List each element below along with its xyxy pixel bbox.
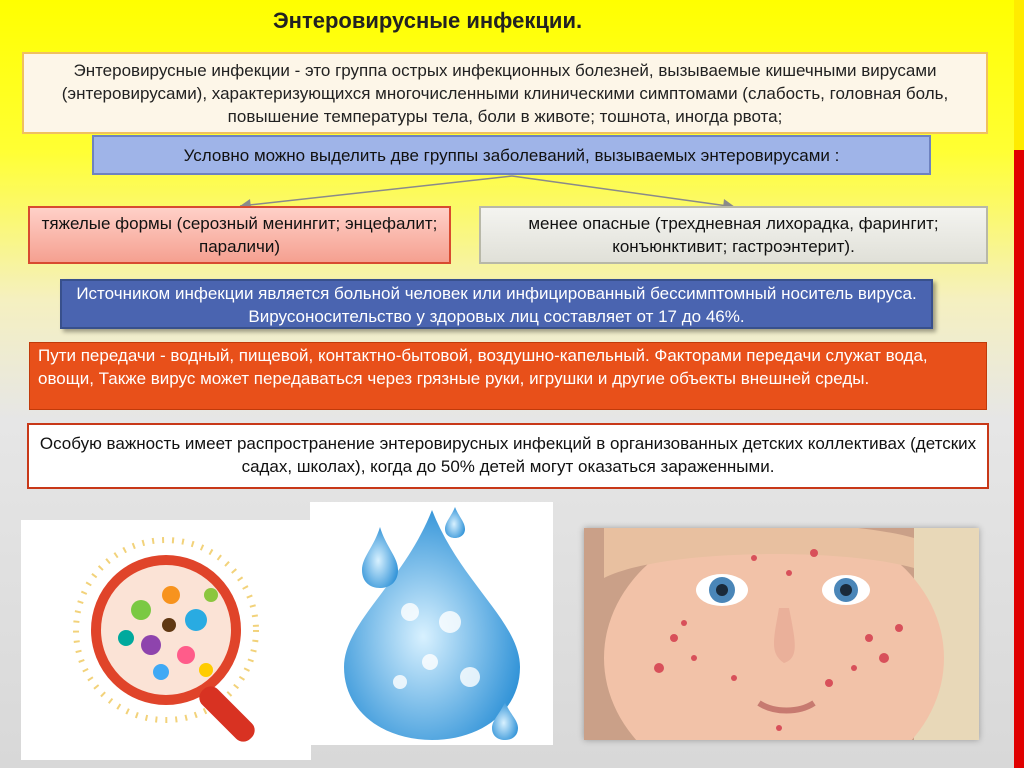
transmission-box: Пути передачи - водный, пищевой, контактно-бытовой, воздушно-капельный. Факторами передачи служат вода, овощи, Также вирус может передаваться через грязные руки, игрушки и другие объекты внешней среды. xyxy=(29,342,987,410)
side-accent-yellow xyxy=(1014,0,1024,150)
groups-intro-box: Условно можно выделить две группы заболеваний, вызываемых энтеровирусами : xyxy=(92,135,931,175)
definition-box: Энтеровирусные инфекции - это группа острых инфекционных болезней, вызываемые кишечными вирусами (энтеровирусами), характеризующихся многочисленными клиническими симптомами (слабость, головная боль, повышение температуры тела, боли в животе; тошнота, иногда рвота; xyxy=(22,52,988,134)
importance-box: Особую важность имеет распространение энтеровирусных инфекций в организованных детских коллективах (детских садах, школах), когда до 50% детей могут оказаться зараженными. xyxy=(27,423,989,489)
side-accent-bar xyxy=(1014,0,1024,768)
child-with-rash-photo xyxy=(584,528,979,740)
arrow-to-mild xyxy=(512,176,735,207)
arrow-to-severe xyxy=(240,176,512,206)
magnifier-microbes-icon xyxy=(21,520,311,760)
side-accent-red xyxy=(1014,150,1024,768)
infection-source-box: Источником инфекции является больной человек или инфицированный бессимптомный носитель вируса. Вирусоносительство у здоровых лиц составляет от 17 до 46%. xyxy=(60,279,933,329)
water-drop-with-microbes-icon xyxy=(310,502,553,745)
severe-forms-box: тяжелые формы (серозный менингит; энцефалит; параличи) xyxy=(28,206,451,264)
page-title: Энтеровирусные инфекции. xyxy=(273,8,583,33)
mild-forms-box: менее опасные (трехдневная лихорадка, фарингит; конъюнктивит; гастроэнтерит). xyxy=(479,206,988,264)
